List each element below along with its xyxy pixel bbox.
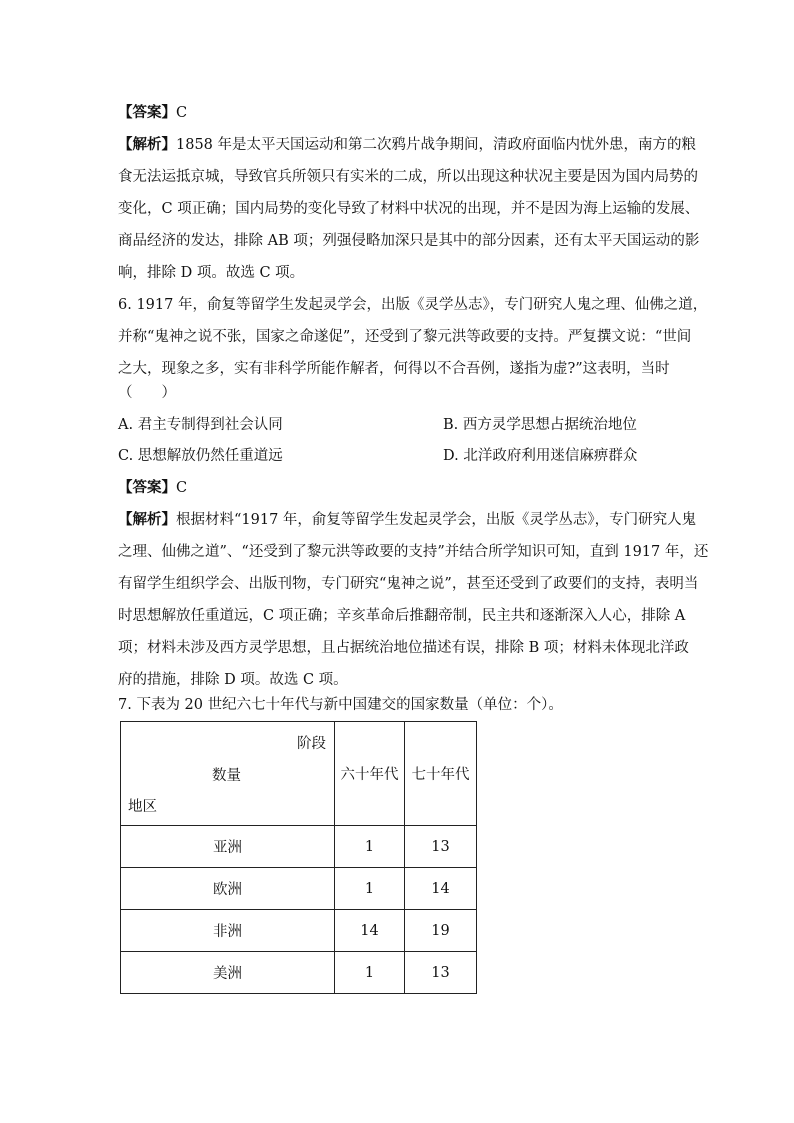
q6-answer-line bbox=[118, 478, 187, 498]
answer-value: C bbox=[176, 105, 188, 121]
sixties-cell: 1 bbox=[335, 868, 405, 910]
q6-answer-blank: （ ） bbox=[118, 385, 176, 401]
q6-analysis-line: 有留学生组织学会、出版刊物，专门研究“鬼神之说”，甚至还受到了政要们的支持，表明当 bbox=[118, 576, 699, 592]
region-cell: 亚洲 bbox=[121, 826, 335, 868]
region-cell: 美洲 bbox=[121, 952, 335, 994]
seventies-cell: 14 bbox=[405, 868, 477, 910]
q6-option-b: B. 西方灵学思想占据统治地位 bbox=[443, 417, 637, 433]
q7-stem: 7. 下表为 20 世纪六七十年代与新中国建交的国家数量（单位：个）。 bbox=[118, 697, 563, 713]
answer-value: C bbox=[176, 480, 188, 496]
sixties-cell: 1 bbox=[335, 952, 405, 994]
q6-analysis-line bbox=[118, 510, 696, 530]
sixties-cell: 14 bbox=[335, 910, 405, 952]
q6-option-d: D. 北洋政府利用迷信麻痹群众 bbox=[443, 448, 638, 464]
header-stage: 阶段 bbox=[297, 736, 326, 752]
q5-analysis-line: 变化，C 项正确；国内局势的变化导致了材料中状况的出现，并不是因为海上运输的发展、 bbox=[118, 201, 700, 217]
q6-stem-line: 并称“鬼神之说不张，国家之命遂促”，还受到了黎元洪等政要的支持。严复撰文说：“世间 bbox=[118, 329, 692, 345]
analysis-tag: 【解析】 bbox=[118, 511, 176, 528]
seventies-cell: 13 bbox=[405, 826, 477, 868]
q6-analysis-line: 时思想解放任重道远，C 项正确；辛亥革命后推翻帝制，民主共和逐渐深入人心，排除 A bbox=[118, 608, 686, 624]
q6-stem-line: 6. 1917 年，俞复等留学生发起灵学会，出版《灵学丛志》，专门研究人鬼之理、仙佛之道， bbox=[118, 297, 708, 313]
q5-analysis-line: 食无法运抵京城，导致官兵所领只有实米的二成，所以出现这种状况主要是因为国内局势的 bbox=[118, 169, 698, 185]
header-region: 地区 bbox=[128, 799, 157, 815]
diagonal-header-cell bbox=[121, 722, 335, 826]
sixties-cell: 1 bbox=[335, 826, 405, 868]
answer-tag: 【答案】 bbox=[118, 479, 176, 496]
q5-answer-line bbox=[118, 103, 187, 123]
table-header-row bbox=[121, 722, 477, 826]
q6-analysis-line: 之理、仙佛之道”、“还受到了黎元洪等政要的支持”并结合所学知识可知，直到 1917 年，还 bbox=[118, 544, 709, 560]
table-row bbox=[121, 952, 477, 994]
table-row bbox=[121, 868, 477, 910]
analysis-text: 根据材料“1917 年，俞复等留学生发起灵学会，出版《灵学丛志》，专门研究人鬼 bbox=[176, 512, 697, 528]
q6-option-c: C. 思想解放仍然任重道远 bbox=[118, 448, 283, 464]
q6-stem-line: 之大，现象之多，实有非科学所能作解者，何得以不合吾例，遂指为虚?”这表明，当时 bbox=[118, 361, 670, 377]
q6-option-a: A. 君主专制得到社会认同 bbox=[118, 417, 283, 433]
seventies-cell: 13 bbox=[405, 952, 477, 994]
header-quantity: 数量 bbox=[212, 768, 241, 784]
region-cell: 非洲 bbox=[121, 910, 335, 952]
seventies-cell: 19 bbox=[405, 910, 477, 952]
answer-tag: 【答案】 bbox=[118, 104, 176, 121]
q5-analysis-line bbox=[118, 135, 696, 155]
q5-analysis-line: 商品经济的发达，排除 AB 项；列强侵略加深只是其中的部分因素，还有太平天国运动的影 bbox=[118, 233, 700, 249]
q5-analysis-line: 响，排除 D 项。故选 C 项。 bbox=[118, 265, 305, 281]
analysis-text: 1858 年是太平天国运动和第二次鸦片战争期间，清政府面临内忧外患，南方的粮 bbox=[176, 137, 697, 153]
analysis-tag: 【解析】 bbox=[118, 136, 176, 153]
header-sixties: 六十年代 bbox=[335, 722, 405, 826]
q6-analysis-line: 项；材料未涉及西方灵学思想，且占据统治地位描述有误，排除 B 项；材料未体现北洋政 bbox=[118, 640, 689, 656]
region-cell: 欧洲 bbox=[121, 868, 335, 910]
header-seventies: 七十年代 bbox=[405, 722, 477, 826]
diplomatic-relations-table bbox=[120, 721, 477, 994]
q6-analysis-line: 府的措施，排除 D 项。故选 C 项。 bbox=[118, 672, 348, 688]
table-row bbox=[121, 910, 477, 952]
table-row bbox=[121, 826, 477, 868]
